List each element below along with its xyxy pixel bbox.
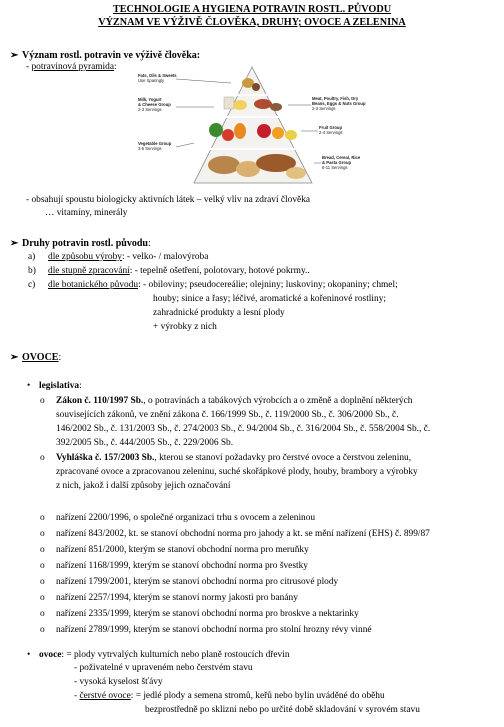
regulation-item: o nařízení 2200/1996, o společné organizaci trhu s ovocem a zeleninou: [40, 513, 316, 523]
list-item-b: b) dle stupně zpracování: - tepelně ošetření, polotovary, hotové pokrmy..: [28, 266, 310, 276]
pyramid-label-vegetable: Vegetable Group: [138, 141, 172, 146]
ovoce-definition-1: - poživatelné v upraveném nebo čerstvém stavu: [74, 663, 253, 673]
circle-bullet-icon: o: [40, 513, 45, 523]
list-item-c-line2: houby; sinice a řasy; léčivé, aromatické a kořeninové rostliny;: [153, 294, 386, 304]
regulation-item: o nařízení 2335/1999, kterým se stanoví obchodní norma pro broskve a nektarinky: [40, 609, 359, 619]
pyramid-label-bread: Bread, Cereal, Rice: [322, 155, 361, 160]
pyramid-label-meat-serving: 2-3 Servings: [312, 106, 336, 111]
list-item-a: a) dle způsobu výroby: - velko- / malovýroba: [28, 252, 209, 262]
circle-bullet-icon: o: [40, 625, 45, 635]
bullet-dot-icon: •: [27, 650, 31, 660]
law-2: o Vyhláška č. 157/2003 Sb., kterou se stanoví požadavky pro čerstvé ovoce a čerstvou zeleninu,: [40, 453, 412, 463]
regulation-item: o nařízení 851/2000, kterým se stanoví obchodní norma pro meruňky: [40, 545, 309, 555]
regulation-item: o nařízení 2257/1994, kterým se stanoví normy jakosti pro banány: [40, 593, 298, 603]
pyramid-label-meat-2: Beans, Eggs & Nuts Group: [312, 101, 366, 106]
list-item-c: c) dle botanického původu: - obiloviny; pseudocereálie; olejniny; luskoviny; okopaniny; chmel;: [28, 280, 398, 290]
circle-bullet-icon: o: [40, 545, 45, 555]
bullet-dot-icon: •: [27, 381, 31, 391]
pyramid-label-fruit-serving: 2-4 Servings: [319, 130, 343, 135]
law-1: o Zákon č. 110/1997 Sb., o potravinách a tabákových výrobcích a o změně a doplnění některých: [40, 396, 413, 406]
regulation-item: o nařízení 1168/1999, kterým se stanoví obchodní norma pro švestky: [40, 561, 308, 571]
pyramid-caption: - potravinová pyramida:: [26, 62, 117, 72]
law-2-line2: zpracované ovoce a zpracovanou zeleninu, suché skořápkové plody, houby, brambory a výrobky: [56, 467, 418, 477]
document-title: TECHNOLOGIE A HYGIENA POTRAVIN ROSTL. PŮVODU: [112, 4, 392, 15]
list-item-c-line3: zahradnické produkty a lesní plody: [153, 308, 285, 318]
ovoce-definition: • ovoce: = plody vytrvalých kulturních nebo planě rostoucích dřevin: [27, 650, 290, 660]
law-2-line3: z nich, jakož i další způsoby jejich označování: [56, 481, 231, 491]
regulation-item: o nařízení 843/2002, kt. se stanoví obchodní norma pro jahody a kt. se mění nařízení (EHS) č. 899/87: [40, 529, 430, 539]
circle-bullet-icon: o: [40, 561, 45, 571]
pyramid-label-fats: Fats, Oils & Sweets: [138, 73, 177, 78]
pyramid-note: - obsahují spoustu biologicky aktivních látek – velký vliv na zdraví člověka: [26, 195, 311, 205]
law-1-line4: 392/2005 Sb., č. 444/2005 Sb., č. 229/2006 Sb.: [56, 438, 234, 448]
food-pyramid-image: [136, 65, 369, 188]
circle-bullet-icon: o: [40, 396, 45, 406]
section-heading-vyznam: ➢ Význam rostl. potravin ve výživě člověka:: [10, 50, 201, 61]
ovoce-definition-4: bezprostředně po sklizni nebo po určité době skladování v syrovém stavu: [145, 705, 420, 715]
law-1-line2: souvisejících zákonů, ve znění zákona č. 166/1999 Sb., č. 119/2000 Sb., č. 306/2000 Sb., č.: [56, 410, 399, 420]
section-heading-ovoce: ➢ OVOCE:: [10, 352, 62, 363]
list-item-c-line4: + výrobky z nich: [153, 322, 217, 332]
pyramid-note-2: … vitamíny, minerály: [45, 208, 128, 218]
circle-bullet-icon: o: [40, 577, 45, 587]
pyramid-label-fats-serving: Use Sparingly: [138, 78, 165, 83]
regulation-item: o nařízení 2789/1999, kterým se stanoví obchodní norma pro stolní hrozny révy vinné: [40, 625, 372, 635]
pyramid-label-milk-2: & Cheese Group: [138, 102, 171, 107]
pyramid-label-meat: Meat, Poultry, Fish, Dry: [312, 96, 359, 101]
legislativa-heading: • legislativa:: [27, 381, 82, 391]
pyramid-label-vegetable-serving: 3-5 Servings: [138, 146, 162, 151]
pyramid-label-bread-2: & Pasta Group: [322, 160, 352, 165]
arrow-bullet-icon: ➢: [10, 50, 19, 61]
section-heading-druhy: ➢ Druhy potravin rostl. původu:: [10, 238, 151, 249]
pyramid-label-milk-serving: 2-3 Servings: [138, 107, 162, 112]
ovoce-definition-3: - čerstvé ovoce: = jedlé plody a semena stromů, keřů nebo bylin uváděné do oběhu: [74, 691, 385, 701]
pyramid-label-bread-serving: 6-11 Servings: [322, 165, 348, 170]
law-1-line3: 146/2002 Sb., č. 131/2003 Sb., č. 274/2003 Sb., č. 94/2004 Sb., č. 316/2004 Sb., č. 558/2004 Sb., č.: [56, 424, 431, 434]
ovoce-definition-2: - vysoká kyselost šťávy: [74, 677, 163, 687]
circle-bullet-icon: o: [40, 609, 45, 619]
document-subtitle: VÝZNAM VE VÝŽIVĚ ČLOVĚKA, DRUHY; OVOCE A ZELENINA: [98, 17, 406, 28]
pyramid-label-milk: Milk, Yogurt: [138, 97, 162, 102]
pyramid-label-fruit: Fruit Group: [319, 125, 343, 130]
arrow-bullet-icon: ➢: [10, 352, 19, 363]
circle-bullet-icon: o: [40, 453, 45, 463]
circle-bullet-icon: o: [40, 529, 45, 539]
regulation-item: o nařízení 1799/2001, kterým se stanoví obchodní norma pro citrusové plody: [40, 577, 339, 587]
circle-bullet-icon: o: [40, 593, 45, 603]
arrow-bullet-icon: ➢: [10, 238, 19, 249]
